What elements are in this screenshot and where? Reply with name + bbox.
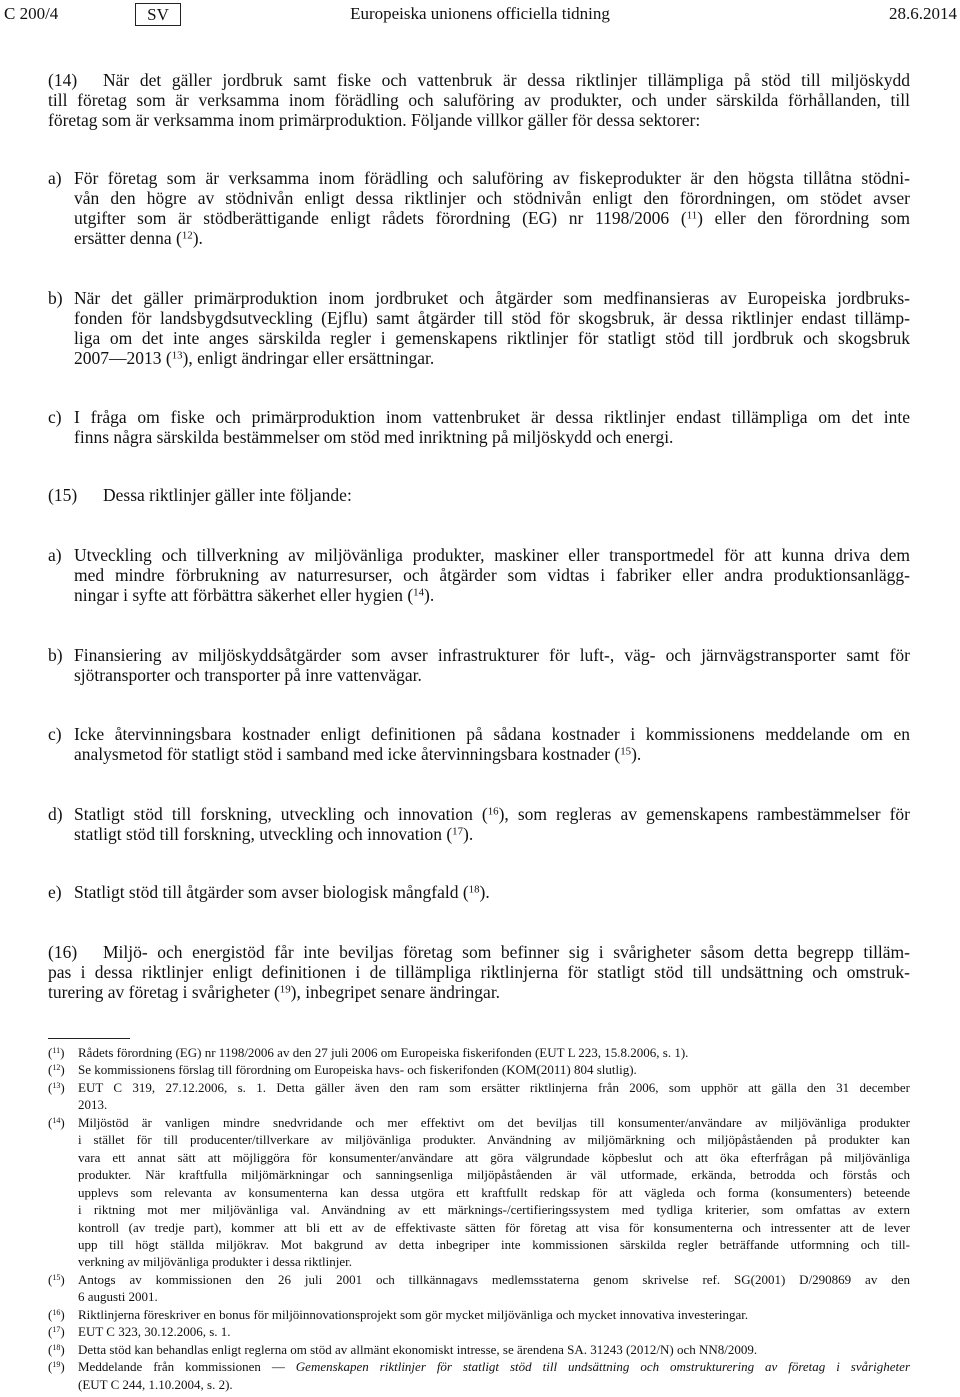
item-14-b [48, 288, 910, 368]
text-run: ) [60, 1324, 65, 1340]
item-text [74, 804, 910, 844]
footnote-reference: 18 [52, 1342, 61, 1352]
text-line: verkning av miljövänliga produkter i dessa riktlinjer. [78, 1254, 353, 1270]
text-run: ), som regleras av gemenskapens rambestämmelser för [498, 804, 910, 824]
item-text [74, 882, 910, 902]
footnote-reference: 14 [52, 1115, 61, 1125]
footnote-reference: 16 [487, 805, 499, 818]
item-14-a [48, 168, 910, 248]
text-line: pas i dessa riktlinjer enligt definitionen i de tillämpliga riktlinjerna för statligt stöd till undsättning och omstruk- [48, 962, 910, 982]
footnote-number [48, 1044, 64, 1061]
text-line: Utveckling och tillverkning av miljövänliga produkter, maskiner eller transportmedel för att kunna driva dem [74, 545, 910, 565]
paragraph-text [48, 942, 910, 1002]
text-run: Statligt stöd till forskning, utveckling och innovation ( [74, 804, 488, 824]
text-run: 2007—2013 ( [74, 348, 172, 368]
item-15-a [48, 545, 910, 605]
text-line: Miljö- och energistöd får inte beviljas företag som befinner sig i svårigheter såsom detta begrepp tilläm- [103, 942, 910, 962]
footnote-11 [48, 1044, 910, 1061]
text-line [74, 585, 910, 605]
item-15-d [48, 804, 910, 844]
text-run: ) [60, 1271, 65, 1287]
text-line: Dessa riktlinjer gäller inte följande: [103, 485, 352, 505]
item-14-c [48, 407, 910, 447]
footnote-reference: 17 [452, 825, 463, 838]
text-line: produkter. När kraftfulla miljömärkningar och sanningsenliga miljöpåståenden är väl utformade, erkända, betrodda och förstås och [78, 1167, 910, 1183]
text-run: ) [60, 1341, 65, 1357]
text-run: ( [48, 1114, 53, 1130]
text-run: ) [60, 1306, 65, 1322]
text-run: ) [60, 1045, 65, 1060]
text-run: ) [60, 1062, 65, 1078]
item-label: a) [48, 168, 62, 188]
item-label: b) [48, 645, 63, 665]
footnote-text [78, 1323, 910, 1340]
footnote-19 [48, 1358, 910, 1393]
footnote-reference: 11 [52, 1045, 61, 1055]
footnote-text [78, 1358, 910, 1393]
text-run: ningar i syfte att förbättra säkerhet eller hygien ( [74, 585, 414, 605]
item-text [74, 724, 910, 764]
footnote-number [48, 1114, 65, 1131]
footnote-reference: 13 [52, 1080, 61, 1090]
language-badge: SV [135, 3, 181, 26]
text-line: liga om det inte anges särskilda regler i gemenskapens riktlinjer för statligt stöd till jordbruk och skogsbruk [74, 328, 910, 348]
paragraph-text [48, 70, 910, 130]
text-run: ( [48, 1306, 53, 1322]
footnote-reference: 16 [52, 1307, 61, 1317]
text-line [48, 982, 910, 1002]
text-line: till företag som är verksamma inom förädling och saluföring av produkter, och under särskilda förhållanden, till [48, 90, 910, 110]
item-text [74, 288, 910, 368]
footnote-13 [48, 1079, 910, 1114]
footnote-reference: 15 [620, 745, 632, 758]
footnote-number [48, 1341, 65, 1358]
item-label: c) [48, 724, 62, 744]
item-15-c [48, 724, 910, 764]
footnote-separator [48, 1038, 130, 1039]
footnote-14 [48, 1114, 910, 1271]
item-label: e) [48, 882, 62, 902]
footnote-text [78, 1044, 910, 1061]
text-run: ( [48, 1324, 53, 1340]
footnote-reference: 12 [52, 1063, 61, 1073]
text-line [74, 744, 910, 764]
footnote-12 [48, 1061, 910, 1078]
footnote-reference: 19 [52, 1360, 61, 1370]
footnote-text [78, 1079, 910, 1114]
text-run: analysmetod för statligt stöd i samband med icke återvinningsbara kostnader ( [74, 744, 621, 764]
text-line: med mindre förbrukning av naturresurser, och åtgärder som vidtas i fabriker eller andra produktionsanlägg- [74, 565, 910, 585]
text-run: Meddelande från kommissionen — [78, 1359, 296, 1375]
paragraph-number: (15) [48, 485, 78, 505]
text-run: ersätter denna ( [74, 228, 182, 248]
text-run: ( [48, 1062, 53, 1078]
text-run: Statligt stöd till åtgärder som avser biologisk mångfald ( [74, 882, 469, 902]
text-line: I fråga om fiske och primärproduktion inom vattenbruket är dessa riktlinjer endast tillämpliga om det inte [74, 407, 910, 427]
text-line [74, 208, 910, 228]
text-line: Miljöstöd är vanligen mindre snedvridande och mer effektivt om det beviljas till konsumenter/användare av miljövänliga produkter [78, 1114, 910, 1130]
footnote-reference: 19 [279, 983, 291, 996]
text-line: (EUT C 244, 1.10.2004, s. 2). [78, 1376, 233, 1392]
footnote-15 [48, 1271, 910, 1306]
text-run: ). [479, 882, 490, 902]
item-text [74, 168, 910, 248]
text-line: EUT C 323, 30.12.2006, s. 1. [78, 1324, 231, 1340]
text-line: 6 augusti 2001. [78, 1289, 158, 1305]
item-label: b) [48, 288, 63, 308]
footnote-reference: 17 [52, 1325, 61, 1335]
text-line: Finansiering av miljöskyddsåtgärder som avser infrastrukturer för luft-, väg- och järnvägstransporter samt för [74, 645, 910, 665]
footnotes [48, 1044, 910, 1393]
page-reference: C 200/4 [4, 4, 59, 23]
footnote-reference: 14 [413, 586, 425, 599]
journal-title: Europeiska unionens officiella tidning [350, 4, 610, 23]
text-line: EUT C 319, 27.12.2006, s. 1. Detta gäller även den ram som ersätter riktlinjerna från 2006, som upphör att gälla den 31 december [78, 1079, 910, 1095]
footnote-18 [48, 1341, 910, 1358]
text-line: i stället för till producenter/tillverkare av miljövänliga produkter. Användning av miljömärkning och miljöpåståenden på produkter kan [78, 1132, 910, 1148]
text-run: utgifter som är stödberättigande enligt rådets förordning (EG) nr 1198/2006 ( [74, 208, 687, 228]
text-line: När det gäller primärproduktion inom jordbruket och åtgärder som medfinansieras av Europeiska jordbruks- [74, 288, 910, 308]
footnote-text [78, 1306, 910, 1323]
footnote-reference: 12 [181, 229, 193, 242]
paragraph-14 [48, 70, 910, 130]
text-line [74, 348, 910, 368]
item-label: a) [48, 545, 62, 565]
text-run: ), inbegripet senare ändringar. [290, 982, 501, 1002]
text-line: Antogs av kommissionen den 26 juli 2001 och tillkännagavs medlemsstaterna genom skrivelse ref. SG(2001) D/290869 av den [78, 1271, 910, 1287]
publication-date: 28.6.2014 [889, 4, 957, 23]
text-run: ) [60, 1079, 65, 1095]
footnote-number [48, 1358, 65, 1375]
footnote-reference: 11 [686, 209, 698, 222]
footnote-text [78, 1271, 910, 1306]
text-run: ( [48, 1045, 53, 1060]
footnote-17 [48, 1323, 910, 1340]
text-line: Se kommissionens förslag till förordning om Europeiska havs- och fiskerifonden (KOM(2011) 804 slutlig). [78, 1062, 637, 1078]
text-run: ( [48, 1359, 53, 1375]
item-text [74, 407, 910, 447]
text-line: finns några särskilda bestämmelser om stöd med inriktning på miljöskydd och energi. [74, 427, 674, 447]
paragraph-16 [48, 942, 910, 1002]
footnote-text [78, 1114, 910, 1271]
text-line: Icke återvinningsbara kostnader enligt definitionen på sådana kostnader i kommissionens meddelande om en [74, 724, 910, 744]
footnote-number [48, 1079, 65, 1096]
paragraph-text [48, 485, 910, 505]
footnote-text [78, 1341, 910, 1358]
paragraph-number: (16) [48, 942, 78, 962]
footnote-number [48, 1323, 65, 1340]
italic-text: Gemenskapen riktlinjer för statligt stöd till undsättning och omstrukturering av företag i svårigheter [295, 1359, 911, 1375]
text-line: När det gäller jordbruk samt fiske och vattenbruk är dessa riktlinjer tillämpliga på stöd till miljöskydd [103, 70, 910, 90]
text-line: kontroll (av tredje part), kommer att bli ett av de effektivaste sätten för företag att visa för konsumenterna och intressenter att de lever [78, 1219, 910, 1235]
text-line: Riktlinjerna föreskriver en bonus för miljöinnovationsprojekt som gör mycket miljövänliga och mycket innovativa investeringar. [78, 1306, 749, 1322]
text-run: ) eller den förordning som [697, 208, 911, 228]
text-line: i riktning mot mer miljövänliga val. Användning av ett märknings-/certifieringssystem med tydliga kriterier, som omfattas av extern [78, 1202, 910, 1218]
text-run: ). [424, 585, 435, 605]
text-line [74, 804, 910, 824]
text-line [74, 228, 910, 248]
text-run: ) [60, 1114, 65, 1130]
item-text [74, 645, 910, 685]
item-15-b [48, 645, 910, 685]
text-run: ). [631, 744, 642, 764]
footnote-number [48, 1306, 65, 1323]
text-line [78, 1358, 910, 1375]
text-line: sjötransporter och transporter på inre vattenvägar. [74, 665, 422, 685]
footnote-reference: 15 [52, 1272, 61, 1282]
text-line [74, 824, 910, 844]
text-run: ( [48, 1341, 53, 1357]
text-line: upplevs som relevanta av konsumenterna kan dessa utgöra ett kraftfullt redskap för att vägleda och forma (konsumenters) beteende [78, 1184, 910, 1200]
text-line: fonden för landsbygdsutveckling (Ejflu) samt åtgärder till stöd för skogsbruk, är dessa riktlinjer endast tillämp- [74, 308, 910, 328]
text-line: företag som är verksamma inom primärproduktion. Följande villkor gäller för dessa sektorer: [48, 110, 701, 130]
text-line: vara ett annat sätt att möjliggöra för konsumenter/användare att göra välgrundade köpbeslut och att öka efterfrågan på miljövänliga [78, 1149, 910, 1165]
text-line: Rådets förordning (EG) nr 1198/2006 av den 27 juli 2006 om Europeiska fiskerifonden (EUT L 223, 15.8.2006, s. 1). [78, 1045, 689, 1060]
footnote-16 [48, 1306, 910, 1323]
text-run: ) [60, 1359, 65, 1375]
text-line: Detta stöd kan behandlas enligt reglerna om stöd av allmänt ekonomiskt intresse, se ärendena SA. 31243 (2012/N) och NN8/2009. [78, 1341, 758, 1357]
text-run: ( [48, 1079, 53, 1095]
text-line: upp till högt ställda miljökrav. Mot bakgrund av detta inbegriper inte kommissionen särskilda regler beträffande utformning och till- [78, 1236, 910, 1252]
item-label: c) [48, 407, 62, 427]
item-text [74, 545, 910, 605]
paragraph-15 [48, 485, 910, 505]
item-label: d) [48, 804, 63, 824]
footnote-reference: 18 [468, 883, 480, 896]
text-line: vån den högre av stödnivån enligt dessa riktlinjer och stödnivån enligt den förordningen, om stödet avser [74, 188, 910, 208]
text-run: ), enligt ändringar eller ersättningar. [182, 348, 435, 368]
footnote-text [78, 1061, 910, 1078]
footnote-reference: 13 [171, 349, 183, 362]
footnote-number [48, 1061, 65, 1078]
footnote-number [48, 1271, 65, 1288]
text-run: ( [48, 1271, 53, 1287]
text-run: turering av företag i svårigheter ( [48, 982, 280, 1002]
text-line: 2013. [78, 1097, 108, 1113]
text-run: ). [192, 228, 203, 248]
text-run: ). [463, 824, 474, 844]
text-run: statligt stöd till forskning, utveckling och innovation ( [74, 824, 453, 844]
text-line [74, 882, 910, 902]
paragraph-number: (14) [48, 70, 78, 90]
item-15-e [48, 882, 910, 902]
text-line: För företag som är verksamma inom förädling och saluföring av fiskeprodukter är den högsta tillåtna stödni- [74, 168, 910, 188]
